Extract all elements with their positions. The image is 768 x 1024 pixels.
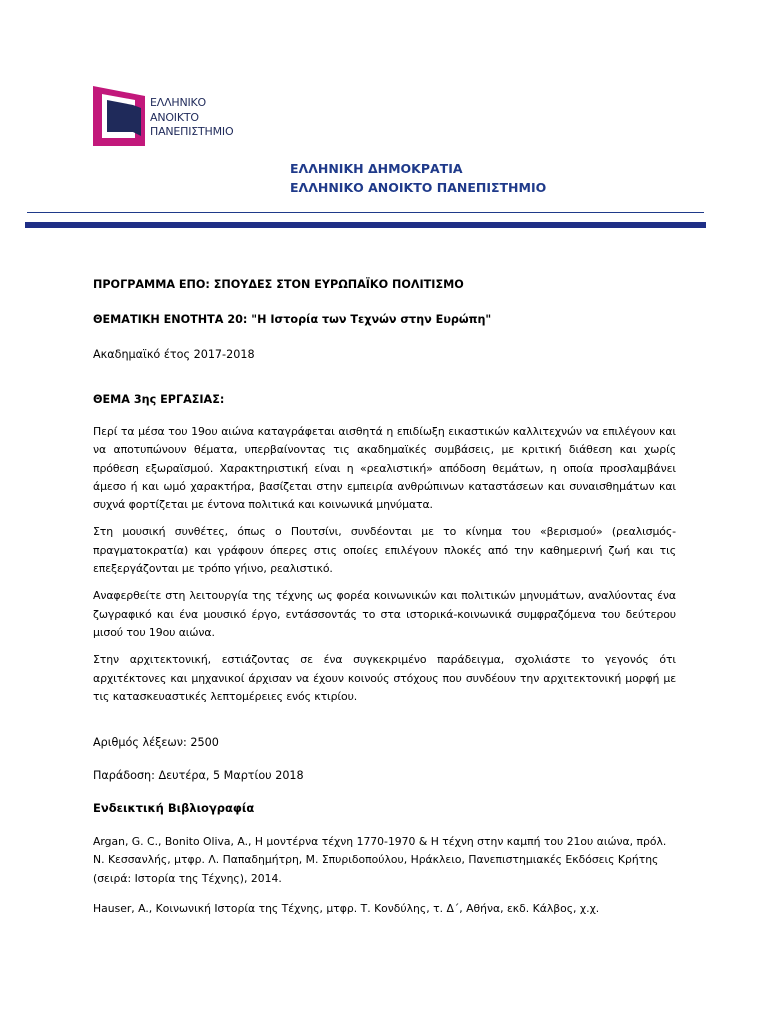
logo-line-2: ΑΝΟΙΚΤΟ	[150, 110, 199, 124]
paragraph-4: Στην αρχιτεκτονική, εστιάζοντας σε ένα συγκεκριμένο παράδειγμα, σχολιάστε το γεγονός ότι αρχιτέκτονες και μηχανικοί άρχισαν να έχουν κοινούς στόχους που συνδέουν την αρχιτεκτονική μορφή με τις κατασκευαστικές λεπτομέρειες ενός κτιρίου.	[93, 653, 676, 703]
program-title: ΠΡΟΓΡΑΜΜΑ ΕΠΟ: ΣΠΟΥΔΕΣ ΣΤΟΝ ΕΥΡΩΠΑΪΚΟ ΠΟΛΙΤΙΣΜΟ	[93, 278, 464, 291]
deadline: Παράδοση: Δευτέρα, 5 Μαρτίου 2018	[93, 769, 304, 783]
bibliography-title: Ενδεικτική Βιβλιογραφία	[93, 801, 255, 816]
assignment-title: ΘΕΜΑ 3ης ΕΡΓΑΣΙΑΣ:	[93, 393, 225, 406]
unit-title: ΘΕΜΑΤΙΚΗ ΕΝΟΤΗΤΑ 20: "Η Ιστορία των Τεχνών στην Ευρώπη"	[93, 313, 492, 326]
university-logo	[93, 86, 263, 146]
header-university: ΕΛΛΗΝΙΚΟ ΑΝΟΙΚΤΟ ΠΑΝΕΠΙΣΤΗΜΙΟ	[290, 180, 547, 195]
paragraph-3: Αναφερθείτε στη λειτουργία της τέχνης ως φορέα κοινωνικών και πολιτικών μηνυμάτων, αναλύοντας ένα ζωγραφικό και ένα μουσικό έργο, εντάσσοντάς το στα ιστορικά-κοινωνικά συμφραζόμενα του δεύτερου μισού του 19ου αιώνα.	[93, 589, 676, 639]
university-logo-icon	[93, 86, 145, 146]
header-divider-thick	[25, 222, 706, 228]
word-count: Αριθμός λέξεων: 2500	[93, 736, 219, 750]
bibliography-entry-1: Argan, G. C., Bonito Oliva, A., Η μοντέρνα τέχνη 1770-1970 & Η τέχνη στην καμπή του 21ου αιώνα, πρόλ. Ν. Κεσσανλής, μτφρ. Λ. Παπαδημήτρη, Μ. Σπυριδοπούλου, Ηράκλειο, Πανεπιστημιακές Εκδόσεις Κρήτης (σειρά: Ιστορία της Τέχνης), 2014.	[93, 835, 667, 885]
logo-line-3: ΠΑΝΕΠΙΣΤΗΜΙΟ	[150, 125, 234, 138]
header-divider-thin	[27, 212, 704, 213]
academic-year: Ακαδημαϊκό έτος 2017-2018	[93, 348, 255, 361]
paragraph-1: Περί τα μέσα του 19ου αιώνα καταγράφεται αισθητά η επιδίωξη εικαστικών καλλιτεχνών να επιλέγουν και να αποτυπώνουν θέματα, υπερβαίνοντας τις ακαδημαϊκές συμβάσεις, με κριτική διάθεση και χωρίς πρόθεση εξωραϊσμού. Χαρακτηριστική είναι η «ρεαλιστική» απόδοση θεμάτων, η οποία προσλαμβάνει άμεσο ή και ωμό χαρακτήρα, βασίζεται στην εμπειρία ανθρώπινων καταστάσεων και συναισθημάτων και συχνά φορτίζεται με έντονα πολιτικά και κοινωνικά μηνύματα.	[93, 425, 676, 512]
header-republic: ΕΛΛΗΝΙΚΗ ΔΗΜΟΚΡΑΤΙΑ	[290, 161, 463, 176]
paragraph-2: Στη μουσική συνθέτες, όπως ο Πουτσίνι, συνδέονται με το κίνημα του «βερισμού» (ρεαλισμός-πραγματοκρατία) και γράφουν όπερες στις οποίες επιλέγουν πλοκές από την καθημερινή ζωή και τις επεξεργάζονται με τρόπο γήινο, ρεαλιστικό.	[93, 525, 676, 576]
logo-wordmark	[150, 96, 233, 140]
bibliography-entry-2: Hauser, A., Κοινωνική Ιστορία της Τέχνης, μτφρ. Τ. Κονδύλης, τ. Δ΄, Αθήνα, εκδ. Κάλβος, χ.χ.	[93, 902, 600, 916]
document-body	[93, 276, 676, 918]
logo-line-1: ΕΛΛΗΝΙΚΟ	[150, 96, 207, 109]
institution-header	[290, 159, 546, 197]
